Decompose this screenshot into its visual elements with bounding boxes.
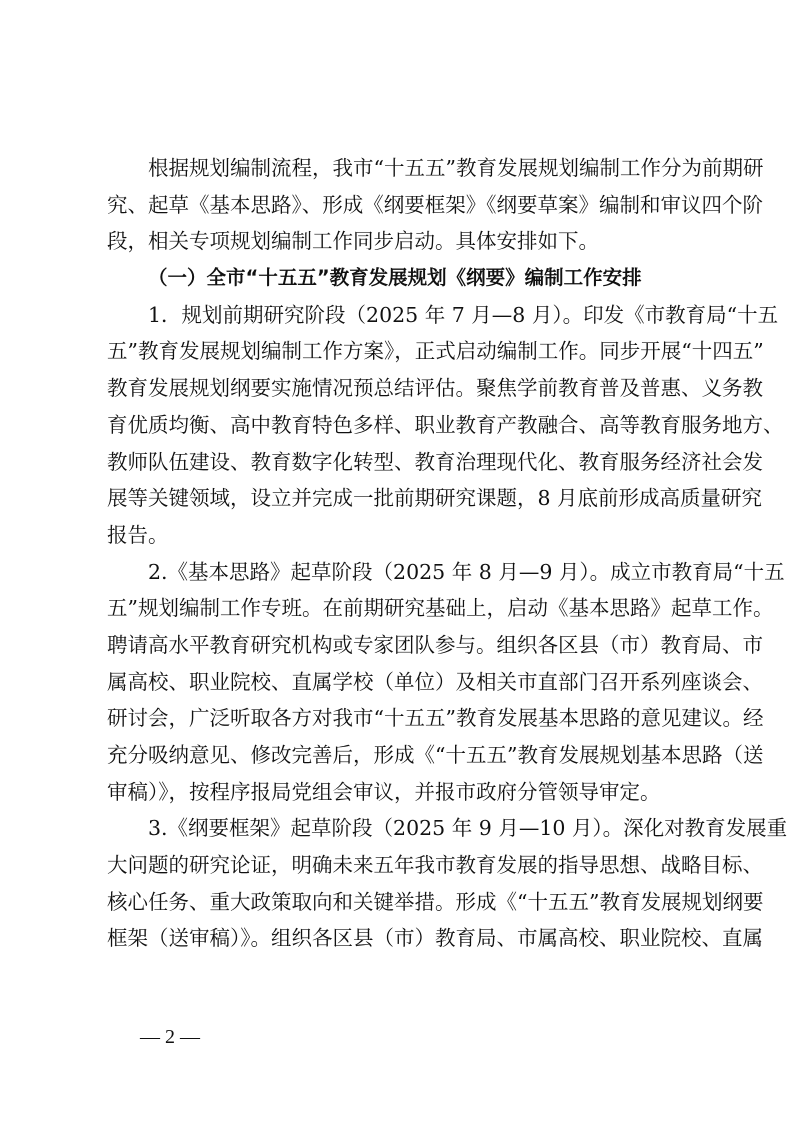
text-line: 属高校、职业院校、直属学校（单位）及相关市直部门召开系列座谈会、 bbox=[107, 669, 763, 694]
text-line: 报告。 bbox=[107, 522, 169, 547]
text-line: 2.《基本思路》起草阶段（2025 年 8 月—9 月）。成立市教育局“十五 bbox=[148, 559, 785, 584]
text-line: 研讨会，广泛听取各方对我市“十五五”教育发展基本思路的意见建议。经 bbox=[107, 706, 764, 731]
text-line: 聘请高水平教育研究机构或专家团队参与。组织各区县（市）教育局、市 bbox=[107, 632, 763, 657]
text-line: 3.《纲要框架》起草阶段（2025 年 9 月—10 月）。深化对教育发展重 bbox=[148, 816, 788, 841]
document-body bbox=[107, 150, 788, 957]
text-line: 充分吸纳意见、修改完善后，形成《“十五五”教育发展规划基本思路（送 bbox=[107, 743, 764, 767]
section-heading: （一）全市“十五五”教育发展规划《纲要》编制工作安排 bbox=[148, 266, 642, 290]
text-line: 教师队伍建设、教育数字化转型、教育治理现代化、教育服务经济社会发 bbox=[107, 449, 763, 474]
text-line: 根据规划编制流程，我市“十五五”教育发展规划编制工作分为前期研 bbox=[148, 156, 764, 180]
intro-paragraph bbox=[107, 150, 764, 260]
text-line: 框架（送审稿）》。组织各区县（市）教育局、市属高校、职业院校、直属 bbox=[107, 926, 763, 951]
paragraph-stage-2 bbox=[107, 554, 785, 811]
text-line: 核心任务、重大政策取向和关键举措。形成《“十五五”教育发展规划纲要 bbox=[107, 889, 764, 914]
text-line: 教育发展规划纲要实施情况预总结评估。聚焦学前教育普及普惠、义务教 bbox=[107, 376, 763, 401]
text-line: 审稿）》，按程序报局党组会审议，并报市政府分管领导审定。 bbox=[107, 779, 661, 804]
text-line: 育优质均衡、高中教育特色多样、职业教育产教融合、高等教育服务地方、 bbox=[107, 412, 784, 437]
text-line: 1．规划前期研究阶段（2025 年 7 月—8 月）。印发《市教育局“十五 bbox=[148, 302, 779, 327]
text-line: 展等关键领域，设立并完成一批前期研究课题，8 月底前形成高质量研究 bbox=[107, 486, 763, 511]
text-line: 段，相关专项规划编制工作同步启动。具体安排如下。 bbox=[107, 229, 599, 254]
text-line: 究、起草《基本思路》、形成《纲要框架》《纲要草案》编制和审议四个阶 bbox=[107, 192, 763, 217]
text-line: 大问题的研究论证，明确未来五年我市教育发展的指导思想、战略目标、 bbox=[107, 853, 763, 878]
paragraph-stage-3 bbox=[107, 810, 788, 957]
page-number: — 2 — bbox=[140, 1026, 200, 1048]
text-line: 五”规划编制工作专班。在前期研究基础上，启动《基本思路》起草工作。 bbox=[107, 596, 774, 621]
text-line: 五”教育发展规划编制工作方案》，正式启动编制工作。同步开展“十四五” bbox=[107, 339, 764, 364]
paragraph-stage-1 bbox=[107, 297, 784, 554]
